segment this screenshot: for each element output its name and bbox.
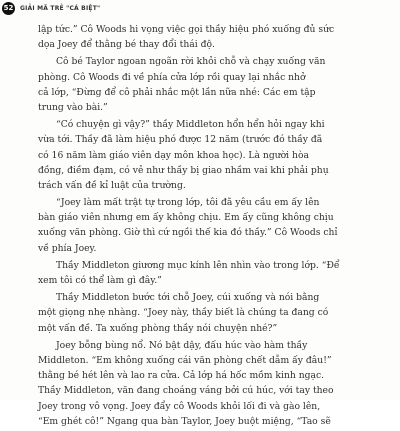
- text-line: về phía Joey.: [38, 242, 97, 254]
- text-line: “Em ghét cô!” Ngang qua bàn Taylor, Joey buột miệng, “Tao sẽ: [38, 415, 331, 427]
- paragraph-5: [38, 258, 388, 288]
- body-text: [38, 22, 388, 431]
- text-line: Thầy Middleton giương mục kính lên nhìn vào trong lớp. “Để: [56, 259, 340, 271]
- paragraph-4: [38, 195, 388, 256]
- text-line: “Joey làm mất trật tự trong lớp, tôi đã yêu cầu em ấy lên: [56, 197, 320, 209]
- paragraph-6: [38, 290, 388, 336]
- text-line: lập tức.” Cô Woods hi vọng việc gọi thầy hiệu phó xuống đủ sức: [38, 24, 335, 35]
- paragraph-3: [38, 117, 388, 193]
- text-line: trung vào bài.”: [38, 101, 108, 113]
- text-line: một giọng nhẹ nhàng. “Joey này, thầy biết là chúng ta đang có: [38, 307, 329, 319]
- paragraph-2: [38, 54, 388, 115]
- text-line: xuống văn phòng. Giờ thì cứ ngồi thế kia đó thầy.” Cô Woods chỉ: [38, 227, 338, 239]
- text-line: “Có chuyện gì vậy?” thầy Middleton hổn hển hỏi ngay khi: [56, 119, 325, 131]
- text-line: thằng bé hét lên và lao ra cửa. Cả lớp há hốc mồm kinh ngạc.: [38, 370, 325, 382]
- text-line: Joey bỗng bùng nổ. Nó bật dậy, đấu húc vào hàm thầy: [56, 339, 308, 351]
- text-line: trách vấn đề kỉ luật của trường.: [38, 179, 186, 191]
- paragraph-7: [38, 338, 388, 429]
- text-line: cả lớp, “Đừng để cô phải nhắc một lần nữa nhé: Các em tập: [38, 86, 316, 98]
- page-number: 52: [2, 2, 15, 15]
- text-line: phòng. Cô Woods đi về phía cửa lớp rồi quay lại nhắc nhở: [38, 71, 306, 83]
- text-line: Cô bé Taylor ngoan ngoãn rời khỏi chỗ và chạy xuống văn: [56, 56, 326, 68]
- text-line: xem tôi có thể làm gì đây.”: [38, 275, 162, 286]
- text-line: một vấn đề. Ta xuống phòng thầy nói chuyện nhé?”: [38, 322, 278, 334]
- text-line: Thầy Middleton, văn đang choáng váng bởi cú húc, với tay theo: [38, 385, 334, 397]
- running-head: GIẢI MÃ TRẺ "CÁ BIỆT": [20, 4, 101, 12]
- text-line: có 16 năm làm giáo viên dạy môn khoa học). Là người hòa: [38, 149, 309, 161]
- paragraph-1: [38, 22, 388, 52]
- text-line: Joey trong vô vọng. Joey đẩy cô Woods khỏi lối đi và gào lên,: [38, 400, 321, 412]
- text-line: Thầy Middleton bước tới chỗ Joey, cúi xuống và nói bằng: [56, 292, 320, 304]
- page-header: [2, 1, 100, 15]
- text-line: đồng, điềm đạm, có vẻ như thầy bị giao nhầm vai khi phải phụ: [38, 164, 329, 176]
- text-line: dọa Joey để thằng bé thay đổi thái độ.: [38, 39, 215, 51]
- text-line: Middleton. “Em không xuống cái văn phòng chết dẫm ấy đâu!”: [38, 354, 332, 366]
- text-line: vừa tới. Thầy đã làm hiệu phó được 12 năm (trước đó thầy đã: [38, 134, 323, 146]
- text-line: bàn giáo viên nhưng em ấy không chịu. Em ấy cũng không chịu: [38, 212, 334, 224]
